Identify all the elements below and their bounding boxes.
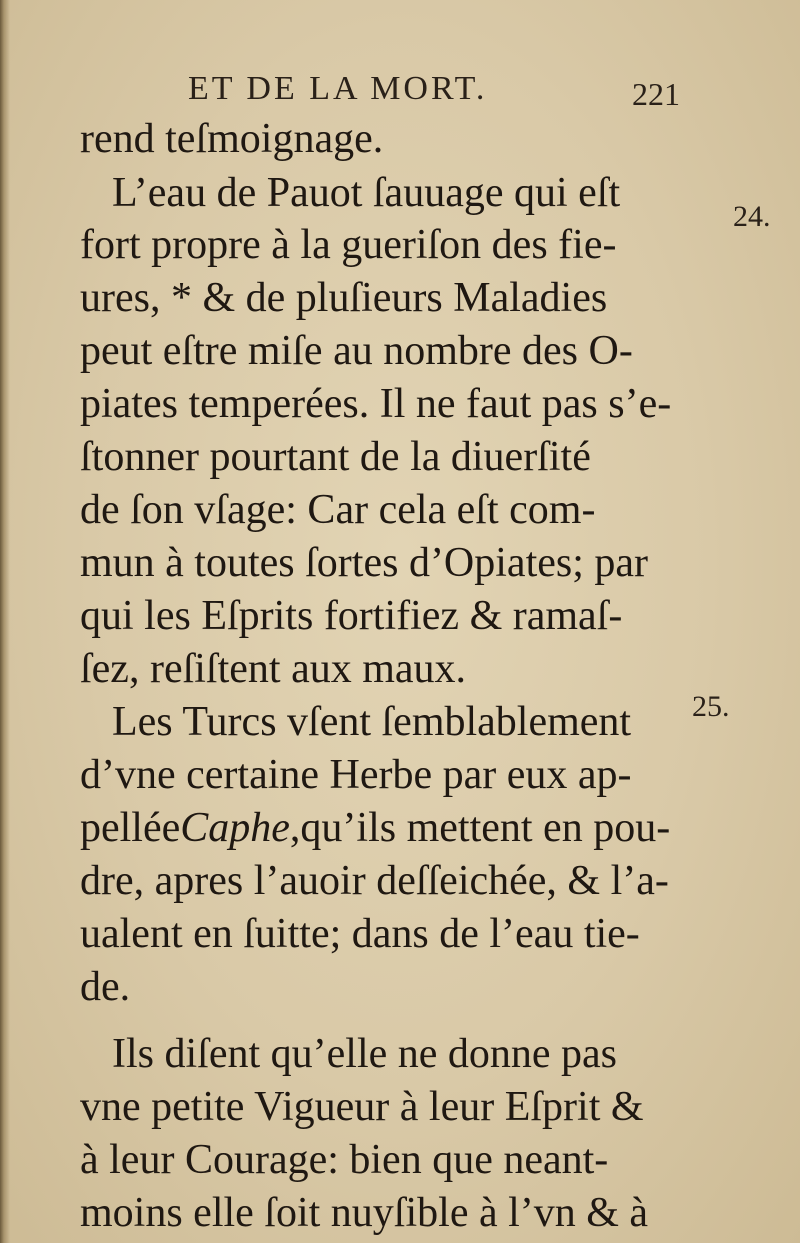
- text-line: ures, * & de pluſieurs Maladies: [80, 275, 608, 321]
- text-line: Ils diſent qu’elle ne donne pas: [112, 1031, 618, 1077]
- text-line: vne petite Vigueur à leur Eſprit &: [80, 1084, 644, 1130]
- text-line: dre, apres l’auoir deſſeichée, & l’a-: [80, 858, 669, 904]
- text-line: fort propre à la gueriſon des fie-: [80, 222, 617, 268]
- running-title: ET DE LA MORT.: [188, 70, 488, 107]
- page-number: 221: [632, 76, 680, 112]
- page-binding-edge: [0, 0, 10, 1243]
- text-line: rend teſmoignage.: [80, 116, 384, 162]
- text-line: moins elle ſoit nuyſible à l’vn & à: [80, 1190, 649, 1236]
- text-line: ſez, reſiſtent aux maux.: [80, 646, 467, 692]
- text-line: de.: [80, 964, 131, 1010]
- text-line: ſtonner pourtant de la diuerſité: [80, 434, 591, 480]
- text-line: peut eſtre miſe au nombre des O-: [80, 328, 633, 374]
- text-line: Les Turcs vſent ſemblablement: [112, 699, 632, 745]
- text-line: qui les Eſprits fortifiez & ramaſ-: [80, 593, 623, 639]
- text-line: ualent en ſuitte; dans de l’eau tie-: [80, 911, 640, 957]
- italic-word: Caphe: [180, 805, 290, 851]
- text-line: mun à toutes ſortes d’Opiates; par: [80, 540, 649, 586]
- text-line: à leur Courage: bien que neant-: [80, 1137, 609, 1183]
- text-segment: ,qu’ils mettent en pou-: [289, 805, 671, 851]
- text-line: d’vne certaine Herbe par eux ap-: [80, 752, 632, 798]
- text-segment: pellée: [80, 805, 181, 851]
- margin-note-25: 25.: [692, 690, 730, 723]
- text-line: [80, 807, 670, 849]
- text-line: de ſon vſage: Car cela eſt com-: [80, 487, 596, 533]
- margin-note-24: 24.: [733, 200, 771, 233]
- text-line: L’eau de Pauot ſauuage qui eſt: [112, 170, 621, 216]
- text-line: piates temperées. Il ne faut pas s’e-: [80, 381, 672, 427]
